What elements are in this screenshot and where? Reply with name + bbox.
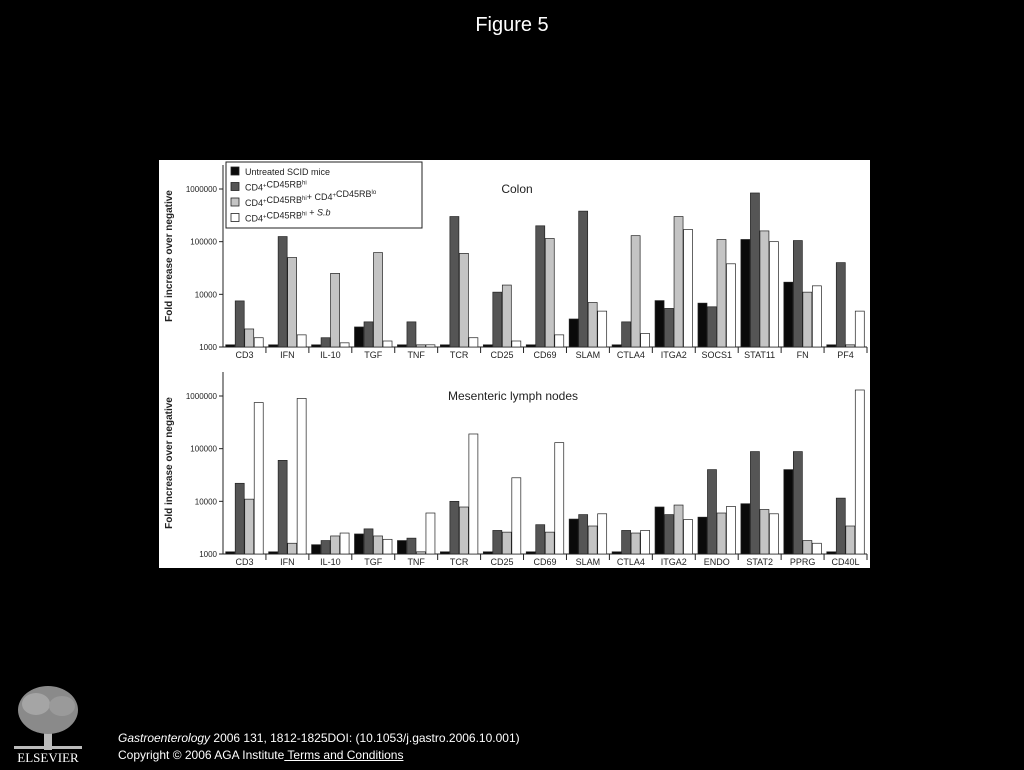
bar-ifn-s3 (288, 543, 297, 554)
bar-tnf-s3 (416, 345, 425, 347)
legend (226, 162, 422, 228)
copyright (118, 748, 403, 762)
bar-stat11-s2 (750, 193, 759, 347)
category-label: ITGA2 (660, 557, 687, 567)
bar-cd3-s1 (226, 552, 235, 554)
bar-cd25-s1 (483, 345, 492, 347)
bar-itga2-s1 (655, 301, 664, 347)
bar-socs1-s4 (726, 264, 735, 347)
panel-title: Colon (501, 182, 533, 196)
bar-tcr-s3 (459, 253, 468, 347)
bar-cd3-s4 (254, 403, 263, 554)
category-label: CTLA4 (616, 350, 645, 360)
bar-il-10-s4 (340, 343, 349, 347)
category-label: PPRG (789, 557, 816, 567)
bar-cd25-s3 (502, 532, 511, 554)
bar-pf4-s1 (827, 345, 836, 347)
bar-cd25-s2 (493, 530, 502, 554)
legend-swatch (231, 167, 239, 175)
bar-endo-s4 (726, 506, 735, 554)
bar-cd40l-s1 (827, 552, 836, 554)
bar-socs1-s3 (717, 239, 726, 347)
bar-slam-s4 (598, 311, 607, 347)
bar-tnf-s4 (426, 513, 435, 554)
tree-icon (14, 686, 82, 750)
bar-socs1-s1 (698, 303, 707, 347)
bar-tgf-s4 (383, 341, 392, 347)
category-label: CD3 (235, 557, 254, 567)
category-label: SLAM (575, 557, 601, 567)
bar-tcr-s4 (469, 434, 478, 554)
bar-il-10-s3 (331, 536, 340, 554)
bar-slam-s2 (579, 211, 588, 347)
category-label: ITGA2 (660, 350, 687, 360)
journal-name: Gastroenterology (118, 731, 211, 745)
category-label: TGF (364, 350, 383, 360)
bar-ifn-s2 (278, 460, 287, 554)
bar-slam-s2 (579, 515, 588, 554)
bar-ifn-s1 (269, 552, 278, 554)
bar-pprg-s1 (784, 470, 793, 554)
bar-ctla4-s3 (631, 533, 640, 554)
bar-il-10-s4 (340, 533, 349, 554)
category-label: TCR (449, 350, 469, 360)
legend-swatch (231, 214, 239, 222)
bar-itga2-s4 (684, 520, 693, 554)
bar-stat2-s4 (769, 514, 778, 554)
bar-itga2-s1 (655, 507, 664, 554)
bar-cd25-s4 (512, 478, 521, 554)
category-label: TNF (407, 350, 425, 360)
bar-il-10-s1 (312, 345, 321, 347)
bar-tgf-s3 (374, 253, 383, 347)
category-label: STAT11 (744, 350, 776, 360)
category-label: CD25 (490, 350, 514, 360)
copyright-text: Copyright © 2006 AGA Institute (118, 748, 285, 762)
bar-cd3-s3 (245, 499, 254, 554)
bar-itga2-s2 (665, 308, 674, 347)
category-label: STAT2 (746, 557, 774, 567)
bar-ctla4-s2 (622, 530, 631, 554)
category-label: PF4 (837, 350, 854, 360)
logo-wordmark: ELSEVIER (17, 750, 79, 765)
bar-cd25-s3 (502, 285, 511, 347)
bar-slam-s3 (588, 302, 597, 347)
bar-ifn-s1 (269, 345, 278, 347)
y-tick-label: 10000 (194, 290, 217, 300)
bar-cd69-s2 (536, 226, 545, 347)
bar-slam-s1 (569, 319, 578, 347)
y-axis-label: Fold increase over negative (164, 190, 175, 322)
bar-fn-s3 (803, 292, 812, 347)
bar-ifn-s3 (288, 258, 297, 347)
bar-tcr-s4 (469, 338, 478, 347)
category-label: CD69 (533, 350, 557, 360)
category-label: TNF (407, 557, 425, 567)
bar-endo-s2 (707, 470, 716, 554)
bar-stat11-s4 (769, 242, 778, 347)
bar-stat2-s3 (760, 509, 769, 554)
bar-ctla4-s4 (641, 530, 650, 554)
bar-itga2-s2 (665, 515, 674, 554)
y-tick-label: 100000 (190, 237, 217, 247)
category-label: SLAM (575, 350, 601, 360)
bar-il-10-s3 (331, 273, 340, 347)
bar-fn-s4 (812, 286, 821, 347)
figure-panel (159, 160, 870, 568)
category-label: ENDO (703, 557, 730, 567)
bar-cd69-s1 (526, 345, 535, 347)
bar-ctla4-s2 (622, 322, 631, 347)
bar-tcr-s2 (450, 217, 459, 347)
bar-tnf-s2 (407, 538, 416, 554)
terms-link[interactable]: Terms and Conditions (284, 748, 404, 762)
bar-cd40l-s2 (836, 498, 845, 554)
category-label: CTLA4 (616, 557, 645, 567)
bar-tnf-s1 (397, 345, 406, 347)
bar-cd69-s4 (555, 335, 564, 347)
bar-cd3-s1 (226, 345, 235, 347)
bar-pf4-s4 (855, 311, 864, 347)
category-label: CD25 (490, 557, 514, 567)
bar-stat11-s1 (741, 239, 750, 347)
bar-cd69-s3 (545, 532, 554, 554)
bar-slam-s4 (598, 514, 607, 554)
bar-cd3-s4 (254, 338, 263, 347)
bar-stat11-s3 (760, 231, 769, 347)
citation (118, 731, 520, 745)
bar-tgf-s2 (364, 322, 373, 347)
bar-socs1-s2 (707, 307, 716, 347)
category-label: TGF (364, 557, 383, 567)
bar-ifn-s4 (297, 398, 306, 554)
bar-ctla4-s1 (612, 345, 621, 347)
bar-slam-s1 (569, 519, 578, 554)
slide-title: Figure 5 (475, 14, 549, 36)
bar-charts-svg (159, 160, 870, 568)
bar-fn-s1 (784, 282, 793, 347)
bar-tnf-s4 (426, 345, 435, 347)
category-label: TCR (449, 557, 469, 567)
chart-panel-1 (164, 162, 867, 360)
bar-cd40l-s3 (846, 526, 855, 554)
y-tick-label: 1000 (199, 550, 217, 559)
legend-entry: $CD4^+CD45RB^{hi}+ CD4^+CD45RB^{lo}$ (245, 189, 377, 208)
bar-cd3-s2 (235, 301, 244, 347)
bar-pprg-s2 (793, 452, 802, 554)
bar-cd40l-s4 (855, 390, 864, 554)
bar-tgf-s2 (364, 529, 373, 554)
legend-swatch (231, 198, 239, 206)
bar-ifn-s4 (297, 335, 306, 347)
bar-cd69-s3 (545, 238, 554, 347)
bar-cd3-s3 (245, 329, 254, 347)
bar-tcr-s1 (440, 345, 449, 347)
bar-pf4-s2 (836, 263, 845, 347)
y-tick-label: 1000 (199, 343, 217, 352)
legend-swatch (231, 183, 239, 191)
bar-il-10-s2 (321, 541, 330, 554)
y-tick-label: 1000000 (185, 185, 217, 194)
bar-pf4-s3 (846, 345, 855, 347)
bar-pprg-s3 (803, 541, 812, 554)
bar-tgf-s4 (383, 539, 392, 554)
bar-il-10-s1 (312, 545, 321, 554)
y-tick-label: 100000 (190, 444, 217, 454)
bar-endo-s1 (698, 517, 707, 554)
category-label: IL-10 (320, 350, 341, 360)
y-tick-label: 1000000 (185, 392, 217, 401)
bar-itga2-s4 (684, 230, 693, 347)
bar-ctla4-s1 (612, 552, 621, 554)
category-label: CD69 (533, 557, 557, 567)
bar-ifn-s2 (278, 237, 287, 347)
bar-tgf-s1 (355, 327, 364, 347)
bar-tgf-s1 (355, 534, 364, 554)
category-label: FN (796, 350, 809, 360)
bar-tcr-s3 (459, 507, 468, 554)
bar-ctla4-s3 (631, 236, 640, 347)
citation-details: 2006 131, 1812-1825DOI: (10.1053/j.gastro.2006.10.001) (210, 731, 520, 745)
bar-tcr-s1 (440, 552, 449, 554)
bar-tnf-s1 (397, 541, 406, 554)
bar-cd69-s1 (526, 552, 535, 554)
bar-cd3-s2 (235, 483, 244, 554)
category-label: IFN (280, 350, 295, 360)
bar-pprg-s4 (812, 543, 821, 554)
legend-entry: $CD4^+CD45RB^{hi}$ (245, 179, 307, 193)
bar-tcr-s2 (450, 501, 459, 554)
bar-stat2-s2 (750, 452, 759, 554)
category-label: CD3 (235, 350, 254, 360)
bar-itga2-s3 (674, 217, 683, 347)
y-tick-label: 10000 (194, 497, 217, 507)
bar-tgf-s3 (374, 536, 383, 554)
category-label: CD40L (831, 557, 860, 567)
bar-cd25-s4 (512, 341, 521, 347)
category-label: IL-10 (320, 557, 341, 567)
bar-il-10-s2 (321, 338, 330, 347)
bar-stat2-s1 (741, 504, 750, 554)
bar-cd25-s1 (483, 552, 492, 554)
y-axis-label: Fold increase over negative (164, 397, 175, 529)
bar-fn-s2 (793, 241, 802, 347)
chart-panel-2 (164, 372, 867, 567)
category-label: SOCS1 (701, 350, 732, 360)
bar-cd69-s2 (536, 525, 545, 554)
bar-cd25-s2 (493, 292, 502, 347)
category-label: IFN (280, 557, 295, 567)
panel-title: Mesenteric lymph nodes (447, 389, 579, 403)
bar-slam-s3 (588, 526, 597, 554)
bar-endo-s3 (717, 513, 726, 554)
bar-ctla4-s4 (641, 334, 650, 347)
legend-entry: $CD4^+CD45RB^{hi} + S.b$ (245, 207, 331, 224)
bar-itga2-s3 (674, 505, 683, 554)
legend-entry: Untreated SCID mice (245, 167, 331, 177)
elsevier-logo (8, 680, 88, 765)
bar-cd69-s4 (555, 443, 564, 554)
bar-tnf-s3 (416, 552, 425, 554)
bar-tnf-s2 (407, 322, 416, 347)
